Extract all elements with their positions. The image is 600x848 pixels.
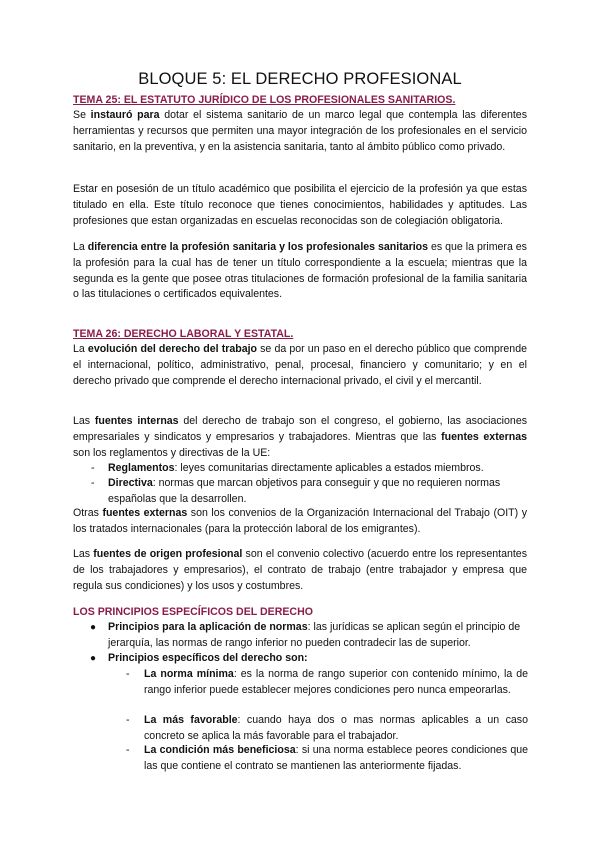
tema26-paragraph-4: Las fuentes de origen profesional son el convenio colectivo (acuerdo entre los representantes de los trabajadores y empresarios), el contrato de trabajo (entre trabajador y empresa que regula sus condiciones) y los usos y costumbres. (73, 548, 527, 592)
bullet-icon: ● (90, 653, 97, 664)
list-dash: - (126, 668, 130, 680)
list-dash: - (91, 462, 95, 474)
tema26-paragraph-2: Las fuentes internas del derecho de trabajo son el congreso, el gobierno, las asociaciones empresariales y sindicatos y empresarios y trabajadores. Mientras que las fuentes externas son los reglamentos y directivas de la UE: (73, 415, 528, 459)
tema25-heading: TEMA 25: EL ESTATUTO JURÍDICO DE LOS PROFESIONALES SANITARIOS. (73, 94, 456, 106)
list-dash: - (91, 477, 95, 489)
principle-aplicacion-normas: Principios para la aplicación de normas: las jurídicas se aplican según el principio de jerarquía, las normas de rango inferior no pueden contradecir las de superior. (108, 621, 521, 649)
list-dash: - (126, 744, 130, 756)
principle-especificos: Principios específicos del derecho son: (108, 652, 308, 664)
tema25-paragraph-2: Estar en posesión de un título académico que posibilita el ejercicio de la profesión ya que estas titulado en ella. Este título reconoce que tienes conocimientos, habilidades y aptitudes. Las profesiones que estan organizadas en escuelas reconocidas son de colegiación obligatoria. (73, 183, 527, 227)
list-dash: - (126, 714, 130, 726)
sub-item-condicion-beneficiosa: La condición más beneficiosa: si una norma establece peores condiciones que las que contiene el contrato se mantienen las anteriormente fijadas. (144, 744, 528, 772)
tema26-paragraph-1: La evolución del derecho del trabajo se da por un paso en el derecho público que comprende el internacional, político, administrativo, penal, procesal, financiero y comunitario; y en el derecho privado que comprende el derecho internacional privado, el civil y el mercantil. (73, 343, 527, 387)
tema26-paragraph-3: Otras fuentes externas son los convenios de la Organización Internacional del Trabajo (OIT) y los tratados internacionales (para la protección laboral de los emigrantes). (73, 507, 528, 535)
bullet-icon: ● (90, 622, 97, 633)
principios-heading: LOS PRINCIPIOS ESPECÍFICOS DEL DERECHO (73, 606, 313, 618)
list-item-directiva: Directiva: normas que marcan objetivos para conseguir y que no requieren normas españolas que la desarrollen. (108, 477, 501, 505)
page-title: BLOQUE 5: EL DERECHO PROFESIONAL (138, 70, 462, 88)
list-item-reglamentos: Reglamentos: leyes comunitarias directamente aplicables a estados miembros. (108, 462, 484, 474)
sub-item-mas-favorable: La más favorable: cuando haya dos o mas normas aplicables a un caso concreto se aplica la más favorable para el trabajador. (144, 714, 528, 742)
tema26-heading: TEMA 26: DERECHO LABORAL Y ESTATAL. (73, 328, 294, 340)
tema25-paragraph-3: La diferencia entre la profesión sanitaria y los profesionales sanitarios es que la primera es la profesión para la cual has de tener un título correspondiente a la escuela; mientras que la segunda es la gente que posee otras titulaciones de formación profesional de la familia sanitaria o las titulaciones o certificados equivalentes. (73, 241, 527, 301)
tema25-paragraph-1: Se instauró para dotar el sistema sanitario de un marco legal que contempla las diferentes herramientas y recursos que permiten una mayor integración de los profesionales en el servicio sanitario, en la preventiva, y en la asistencia sanitaria, tanto al ámbito público como privado. (73, 109, 527, 153)
sub-item-norma-minima: La norma mínima: es la norma de rango superior con contenido mínimo, la de rango inferior puede establecer mejores condiciones pero nunca empeorarlas. (144, 668, 528, 696)
